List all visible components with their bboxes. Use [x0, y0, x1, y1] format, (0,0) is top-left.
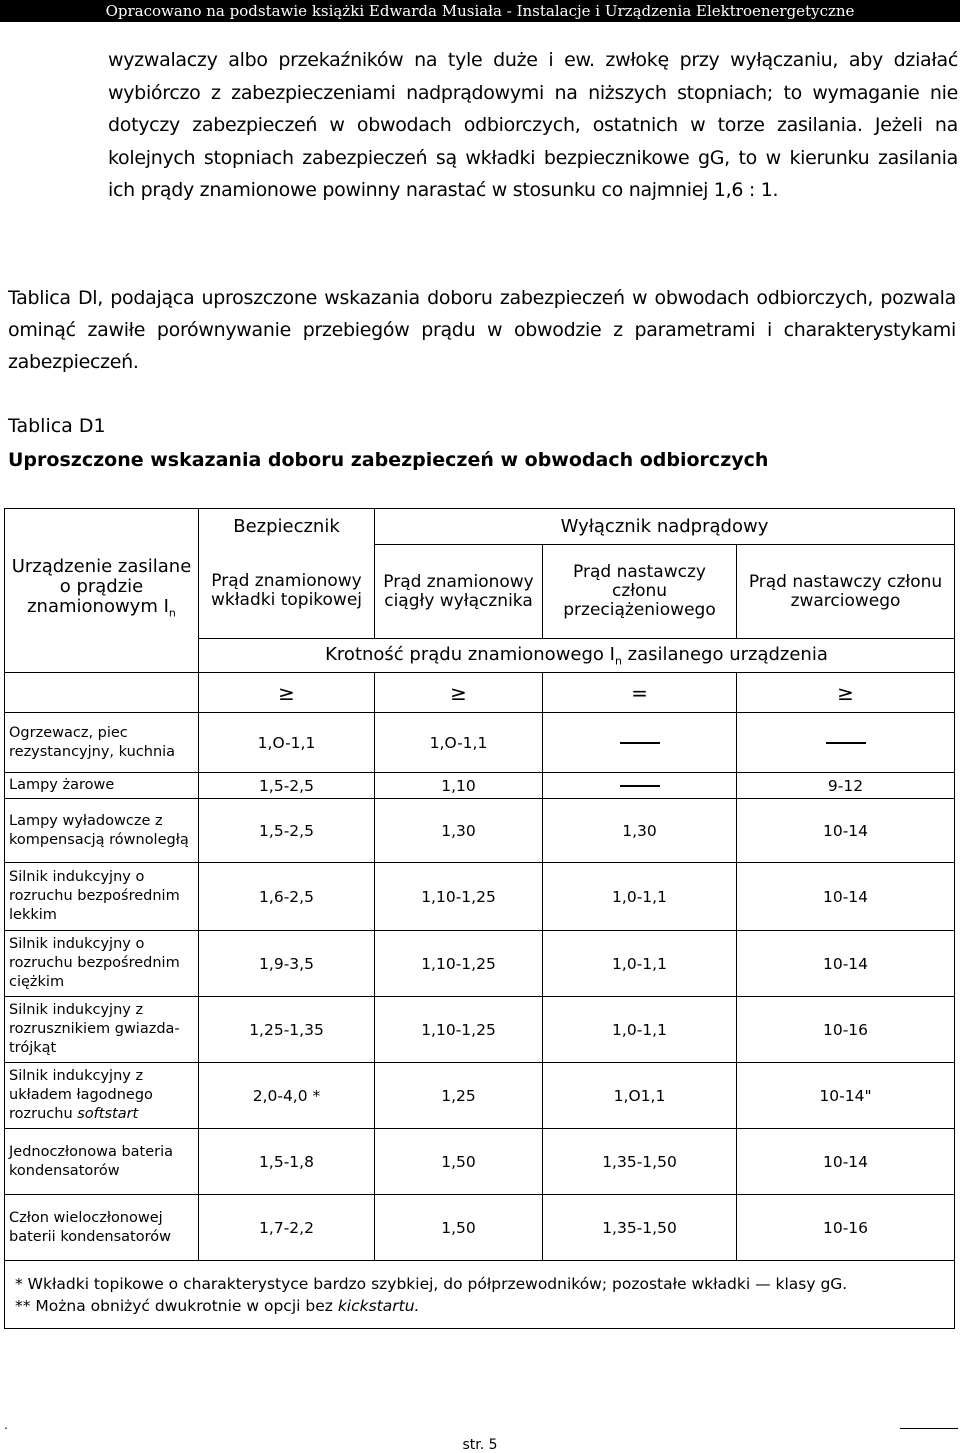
- row-overload: 1,0-1,1: [543, 931, 737, 997]
- row-fuse: 1,7-2,2: [199, 1195, 375, 1261]
- dash-mark: [620, 742, 660, 744]
- header-overload-setting: Prąd nastawczy członu przeciążeniowego: [543, 545, 737, 639]
- row-fuse: 1,O-1,1: [199, 713, 375, 773]
- row-fuse: 1,5-2,5: [199, 799, 375, 863]
- stray-dot: .: [4, 1418, 8, 1432]
- symbol-row: [5, 673, 955, 713]
- row-overload: 1,0-1,1: [543, 997, 737, 1063]
- symbol-cont: ≥: [375, 673, 543, 713]
- header-continuous-current: Prąd znamionowy ciągły wyłącznika: [375, 545, 543, 639]
- footnote-2: [15, 1295, 944, 1317]
- page-header: Opracowano na podstawie książki Edwarda Musiała - Instalacje i Urządzenia Elektroenergetyczne: [0, 0, 960, 22]
- row-short: 10-14: [737, 931, 955, 997]
- row-device: Człon wieloczłonowej baterii kondensatorów: [5, 1195, 199, 1261]
- table-footnotes: [5, 1261, 955, 1329]
- row-device: Ogrzewacz, piec rezystancyjny, kuchnia: [5, 713, 199, 773]
- header-group-fuse: Bezpiecznik: [199, 509, 375, 545]
- header-multiple-label-a: Krotność prądu znamionowego I: [325, 643, 615, 665]
- selection-table: [4, 508, 955, 1329]
- row-overload: 1,30: [543, 799, 737, 863]
- row-cont: 1,10-1,25: [375, 863, 543, 931]
- row-short: 10-14: [737, 863, 955, 931]
- row-device: Silnik indukcyjny o rozruchu bezpośrednim ciężkim: [5, 931, 199, 997]
- table-row: [5, 799, 955, 863]
- table-row: [5, 1063, 955, 1129]
- row-device-softstart: [5, 1063, 199, 1129]
- row-fuse: 1,9-3,5: [199, 931, 375, 997]
- row-short-dash: [737, 713, 955, 773]
- row-device-em: softstart: [77, 1106, 139, 1122]
- row-device: Lampy wyładowcze z kompensacją równoległą: [5, 799, 199, 863]
- table-caption: Tablica D1: [8, 415, 106, 437]
- header-short-circuit-setting: Prąd nastawczy członu zwarciowego: [737, 545, 955, 639]
- row-cont: 1,50: [375, 1129, 543, 1195]
- row-device: Lampy żarowe: [5, 773, 199, 799]
- row-cont: 1,50: [375, 1195, 543, 1261]
- symbol-short: ≥: [737, 673, 955, 713]
- row-overload-dash: [543, 773, 737, 799]
- row-cont: 1,10-1,25: [375, 997, 543, 1063]
- header-multiple-sub: n: [614, 654, 622, 668]
- header-group-breaker: Wyłącznik nadprądowy: [375, 509, 955, 545]
- header-fuse-current: Prąd znamionowy wkładki topikowej: [199, 545, 375, 639]
- row-short: 10-14: [737, 1129, 955, 1195]
- row-overload: 1,35-1,50: [543, 1129, 737, 1195]
- table-title: Uproszczone wskazania doboru zabezpieczeń w obwodach odbiorczych: [8, 449, 769, 471]
- header-device-sub: n: [168, 606, 176, 620]
- row-short: 10-16: [737, 997, 955, 1063]
- row-overload: 1,O1,1: [543, 1063, 737, 1129]
- footnote-2-em: kickstartu.: [337, 1296, 420, 1315]
- row-overload: 1,0-1,1: [543, 863, 737, 931]
- page-number: str. 5: [462, 1437, 498, 1453]
- row-overload: 1,35-1,50: [543, 1195, 737, 1261]
- row-short: 10-14: [737, 799, 955, 863]
- footnote-1: * Wkładki topikowe o charakterystyce bardzo szybkiej, do półprzewodników; pozostałe wkładki — klasy gG.: [15, 1274, 848, 1293]
- table-row: [5, 997, 955, 1063]
- header-device: [5, 509, 199, 673]
- row-cont: 1,30: [375, 799, 543, 863]
- row-short: 9-12: [737, 773, 955, 799]
- row-fuse: 1,25-1,35: [199, 997, 375, 1063]
- row-short: 10-16: [737, 1195, 955, 1261]
- paragraph-intro-table: Tablica Dl, podająca uproszczone wskazania doboru zabezpieczeń w obwodach odbiorczych, pozwala ominąć zawiłe porównywanie przebiegów prądu w obwodzie z parametrami i charakterystykami zabezpieczeń.: [8, 287, 956, 373]
- symbol-overload: =: [543, 673, 737, 713]
- row-device-text: Silnik indukcyjny z układem łagodnego rozruchu: [9, 1068, 153, 1122]
- table-row: [5, 1129, 955, 1195]
- table-row: [5, 931, 955, 997]
- row-fuse: 1,6-2,5: [199, 863, 375, 931]
- dash-mark: [826, 742, 866, 744]
- row-cont: 1,10: [375, 773, 543, 799]
- row-fuse: 1,5-1,8: [199, 1129, 375, 1195]
- row-device: Jednoczłonowa bateria kondensatorów: [5, 1129, 199, 1195]
- footnote-2-text: ** Można obniżyć dwukrotnie w opcji bez: [15, 1296, 338, 1315]
- row-cont: 1,10-1,25: [375, 931, 543, 997]
- row-short: 10-14": [737, 1063, 955, 1129]
- row-device: Silnik indukcyjny z rozrusznikiem gwiazda-trójkąt: [5, 997, 199, 1063]
- symbol-fuse: ≥: [199, 673, 375, 713]
- dash-mark: [620, 785, 660, 787]
- table-row: [5, 773, 955, 799]
- table-footnotes-row: [5, 1261, 955, 1329]
- header-multiple-label-b: zasilanego urządzenia: [621, 643, 828, 665]
- row-fuse: 2,0-4,0 *: [199, 1063, 375, 1129]
- row-cont: 1,O-1,1: [375, 713, 543, 773]
- table-row: [5, 863, 955, 931]
- row-cont: 1,25: [375, 1063, 543, 1129]
- row-device: Silnik indukcyjny o rozruchu bezpośrednim lekkim: [5, 863, 199, 931]
- footer-rule: [900, 1428, 958, 1429]
- table-row: [5, 1195, 955, 1261]
- header-multiple: [199, 639, 955, 673]
- row-fuse: 1,5-2,5: [199, 773, 375, 799]
- paragraph-continued: wyzwalaczy albo przekaźników na tyle duże i ew. zwłokę przy wyłączaniu, aby działać wybiórczo z zabezpieczeniami nadprądowymi na niższych stopniach; to wymaganie nie dotyczy zabezpieczeń w obwodach odbiorczych, ostatnich w torze zasilania. Jeżeli na kolejnych stopniach zabezpieczeń są wkładki bezpiecznikowe gG, to w kierunku zasilania ich prądy znamionowe powinny narastać w stosunku co najmniej 1,6 : 1.: [108, 49, 958, 201]
- symbol-row-empty: [5, 673, 199, 713]
- row-overload-dash: [543, 713, 737, 773]
- header-device-label: Urządzenie zasilane o prądzie znamionowym I: [11, 556, 192, 618]
- table-row: [5, 713, 955, 773]
